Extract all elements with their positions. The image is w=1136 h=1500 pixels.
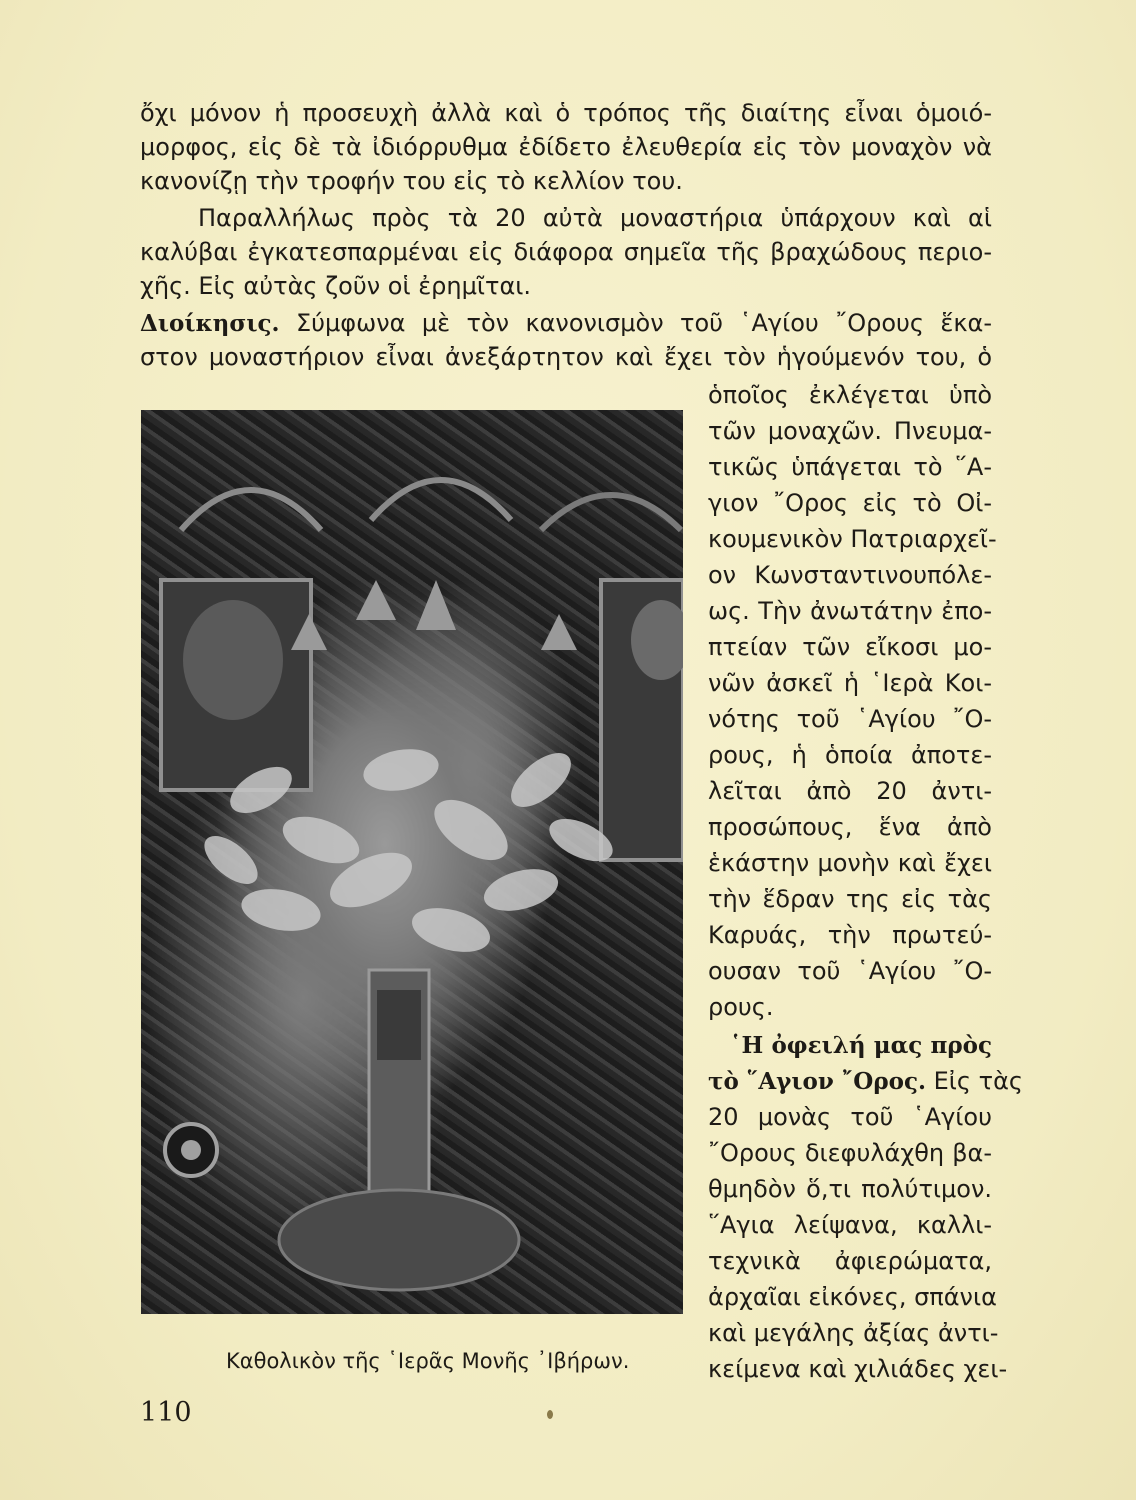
body-line: στον μοναστήριον εἶναι ἀνεξάρτητον καὶ ἔχει τὸν ἡγούμενόν του, ὁ: [140, 343, 992, 371]
column-line: τὴν ἕδραν της εἰς τὰς: [708, 885, 992, 913]
column-line: ὁποῖος ἐκλέγεται ὑπὸ: [708, 381, 992, 409]
section-diikisis-first-line: [140, 306, 992, 341]
column-line: τεχνικὰ ἀφιερώματα,: [708, 1247, 992, 1275]
column-line: κείμενα καὶ χιλιάδες χει-: [708, 1355, 1008, 1383]
photo-iviron-katholikon: [141, 410, 683, 1314]
column-line: νῶν ἀσκεῖ ἡ ῾Ιερὰ Κοι-: [708, 669, 992, 697]
column-line: ως. Τὴν ἀνωτάτην ἐπο-: [708, 597, 992, 625]
column-line: λεῖται ἀπὸ 20 ἀντι-: [708, 777, 992, 805]
body-line: Παραλλήλως πρὸς τὰ 20 αὐτὰ μοναστήρια ὑπάρχουν καὶ αἱ: [198, 204, 992, 232]
column-line: νότης τοῦ ῾Αγίου ῎Ο-: [708, 705, 992, 733]
photo-caption: Καθολικὸν τῆς ῾Ιερᾶς Μονῆς ᾿Ιβήρων.: [226, 1349, 630, 1373]
column-line: ῎Ορους διεφυλάχθη βα-: [708, 1139, 992, 1167]
page-number: 110: [140, 1397, 192, 1428]
body-text: Εἰς τὰς: [933, 1067, 1023, 1095]
section-heading-ofeili: ῾Η ὀφειλή μας πρὸς: [730, 1032, 992, 1059]
column-line: προσώπους, ἕνα ἀπὸ: [708, 813, 992, 841]
column-line: τικῶς ὑπάγεται τὸ ῞Α-: [708, 453, 992, 481]
section-heading-agion-oros: τὸ ῞Αγιον ῎Ορος.: [708, 1068, 926, 1095]
column-line: ρους, ἡ ὁποία ἀποτε-: [708, 741, 992, 769]
column-line: πτείαν τῶν εἴκοσι μο-: [708, 633, 992, 661]
section-heading-ofeili-line2: [708, 1064, 1023, 1099]
column-line: ἑκάστην μονὴν καὶ ἔχει: [708, 849, 992, 877]
column-line: ἀρχαῖαι εἰκόνες, σπάνια: [708, 1283, 997, 1311]
section-heading-ofeili-line1: [708, 1028, 992, 1063]
column-line: 20 μονὰς τοῦ ῾Αγίου: [708, 1103, 992, 1131]
body-text: Σύμφωνα μὲ τὸν κανονισμὸν τοῦ ῾Αγίου ῎Ορους ἕκα-: [295, 309, 992, 337]
column-line: ρους.: [708, 993, 774, 1021]
body-line: χῆς. Εἰς αὐτὰς ζοῦν οἱ ἐρημῖται.: [140, 272, 532, 300]
column-line: θμηδὸν ὅ,τι πολύτιμον.: [708, 1175, 992, 1203]
column-line: ῞Αγια λείψανα, καλλι-: [708, 1211, 992, 1239]
column-line: ουσαν τοῦ ῾Αγίου ῎Ο-: [708, 957, 992, 985]
column-line: καὶ μεγάλης ἀξίας ἀντι-: [708, 1319, 999, 1347]
body-line: ὄχι μόνον ἡ προσευχὴ ἀλλὰ καὶ ὁ τρόπος τῆς διαίτης εἶναι ὁμοιό-: [140, 99, 992, 127]
section-heading-diikisis: Διοίκησις.: [140, 310, 280, 337]
body-line: κανονίζῃ τὴν τροφήν του εἰς τὸ κελλίον του.: [140, 167, 683, 195]
column-line: τῶν μοναχῶν. Πνευμα-: [708, 417, 992, 445]
column-line: κουμενικὸν Πατριαρχεῖ-: [708, 525, 997, 553]
body-line: καλύβαι ἐγκατεσπαρμέναι εἰς διάφορα σημεῖα τῆς βραχώδους περιο-: [140, 238, 992, 266]
column-line: Καρυάς, τὴν πρωτεύ-: [708, 921, 992, 949]
photo-iconostasis-illustration: [141, 410, 683, 1314]
paper-speck: [547, 1410, 553, 1419]
body-line: μορφος, εἰς δὲ τὰ ἰδιόρρυθμα ἐδίδετο ἐλευθερία εἰς τὸν μοναχὸν νὰ: [140, 133, 992, 161]
column-line: γιον ῎Ορος εἰς τὸ Οἰ-: [708, 489, 992, 517]
column-line: ον Κωνσταντινουπόλε-: [708, 561, 992, 589]
